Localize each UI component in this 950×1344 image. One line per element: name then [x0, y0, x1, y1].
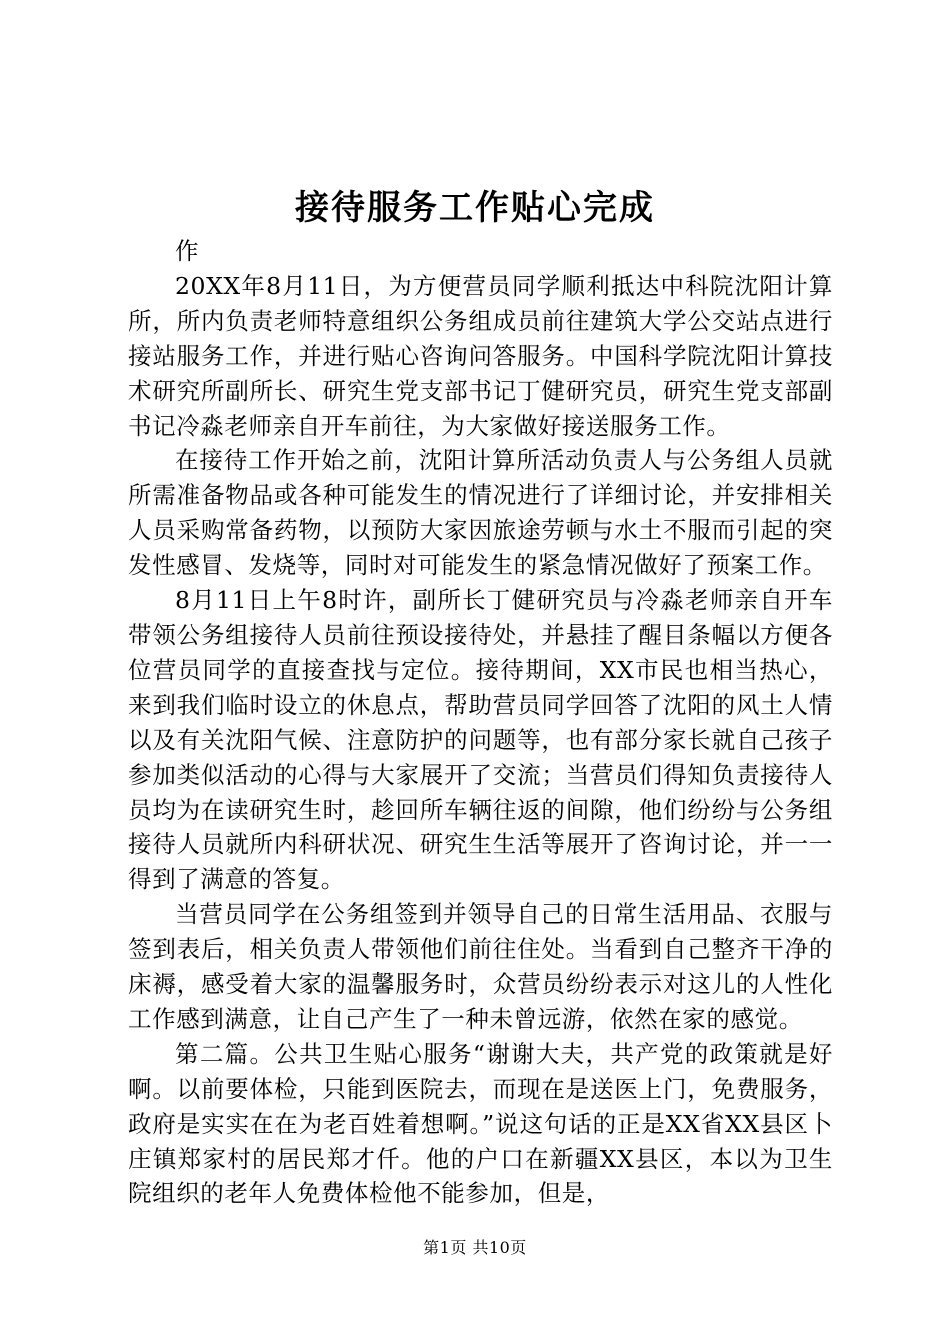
document-title: 接待服务工作贴心完成	[295, 188, 655, 228]
body-paragraph: 当营员同学在公务组签到并领导自己的日常生活用品、衣服与签到表后，相关负责人带领他们前往住处。当看到自己整齐干净的床褥，感受着大家的温馨服务时，众营员纷纷表示对这儿的人性化工作感到满意，让自己产生了一种未曾远游，依然在家的感觉。	[128, 900, 833, 1033]
body-paragraph: 8月11日上午8时许，副所长丁健研究员与冷淼老师亲自开车带领公务组接待人员前往预设接待处，并悬挂了醒目条幅以方便各位营员同学的直接查找与定位。接待期间，XX市民也相当热心，来到我们临时设立的休息点，帮助营员同学回答了沈阳的风土人情以及有关沈阳气候、注意防护的问题等，也有部分家长就自己孩子参加类似活动的心得与大家展开了交流；当营员们得知负责接待人员均为在读研究生时，趁回所车辆往返的间隙，他们纷纷与公务组接待人员就所内科研状况、研究生生活等展开了咨询讨论，并一一得到了满意的答复。	[128, 586, 833, 894]
body-paragraph: 作	[175, 237, 200, 265]
body-paragraph: 第二篇。公共卫生贴心服务“谢谢大夫，共产党的政策就是好啊。以前要体检，只能到医院去，而现在是送医上门，免费服务，政府是实实在在为老百姓着想啊。”说这句话的正是XX省XX县区卜庄镇郑家村的居民郑才仟。他的户口在新疆XX县区，本以为卫生院组织的老年人免费体检他不能参加，但是，	[128, 1039, 833, 1208]
body-paragraph: 在接待工作开始之前，沈阳计算所活动负责人与公务组人员就所需准备物品或各种可能发生的情况进行了详细讨论，并安排相关人员采购常备药物，以预防大家因旅途劳顿与水土不服而引起的突发性感冒、发烧等，同时对可能发生的紧急情况做好了预案工作。	[128, 446, 833, 580]
document-body	[128, 234, 833, 1211]
page-footer: 第1页 共10页	[423, 1238, 527, 1257]
body-paragraph: 20XX年8月11日，为方便营员同学顺利抵达中科院沈阳计算所，所内负责老师特意组织公务组成员前往建筑大学公交站点进行接站服务工作，并进行贴心咨询问答服务。中国科学院沈阳计算技术研究所副所长、研究生党支部书记丁健研究员，研究生党支部副书记冷淼老师亲自开车前往，为大家做好接送服务工作。	[128, 271, 833, 440]
